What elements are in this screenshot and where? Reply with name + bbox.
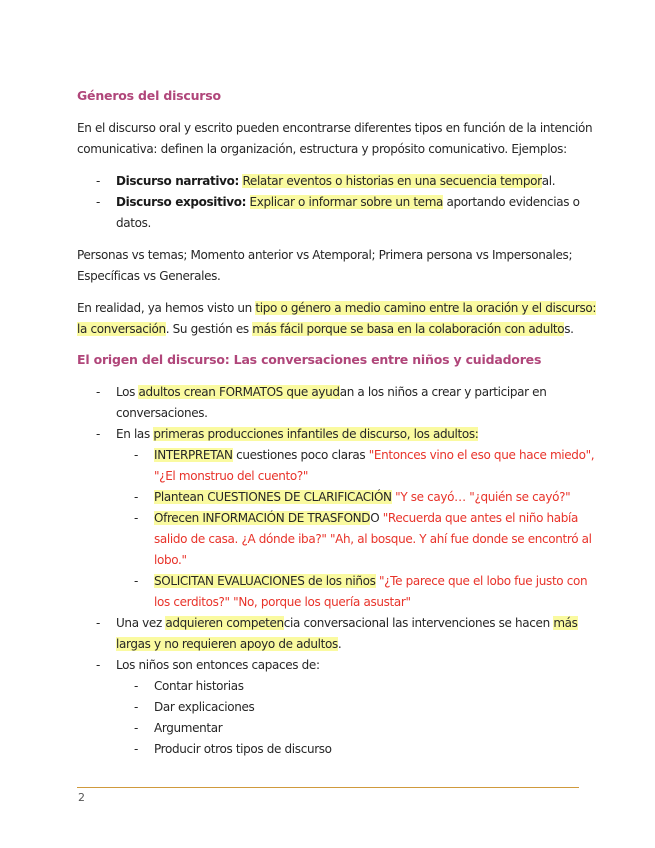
highlight: Ofrecen INFORMACIÓN DE TRASFOND <box>154 511 371 525</box>
quote-example: "Recuerda que antes el niño había <box>382 511 579 525</box>
text: al. <box>541 174 556 188</box>
highlight: Relatar eventos o historias en una secuencia tempor <box>242 174 542 188</box>
bullet-dash: - <box>96 616 101 630</box>
text: Los <box>116 385 139 399</box>
sub-item-evaluaciones <box>154 573 587 589</box>
text: . <box>337 637 342 651</box>
text: Una vez <box>116 616 166 630</box>
paragraph-comparison-line2: Específicas vs Generales. <box>77 269 221 283</box>
term-label: Discurso narrativo: <box>116 174 239 188</box>
quote-example: "Entonces vino el eso que hace miedo", <box>368 448 595 462</box>
quote-example: "Y se cayó… "¿quién se cayó?" <box>395 490 571 504</box>
sub-item-interpretan <box>154 447 594 463</box>
highlight: SOLICITAN EVALUACIONES de los niños <box>154 574 376 588</box>
text: an a los niños a crear y participar en <box>339 385 547 399</box>
page-number: 2 <box>78 791 85 804</box>
list-item-producciones <box>116 426 478 442</box>
skill-item: Contar historias <box>154 679 244 693</box>
highlight: Explicar o informar sobre un tema <box>249 195 444 209</box>
sub-item-interpretan-line2: "¿El monstruo del cuento?" <box>154 469 309 483</box>
highlight: Plantean CUESTIONES DE CLARIFICACIÓN <box>154 490 392 504</box>
text: s. <box>564 322 574 336</box>
sub-item-trasfondo-line3: lobo." <box>154 553 187 567</box>
sub-bullet-dash: - <box>134 700 139 714</box>
text: cia conversacional las intervenciones se hacen <box>283 616 554 630</box>
highlight: adultos crean FORMATOS que ayud <box>138 385 340 399</box>
list-item-formatos-line2: conversaciones. <box>116 406 208 420</box>
highlight: más fácil porque se basa en la colaboración con adulto <box>252 322 565 336</box>
skill-item: Dar explicaciones <box>154 700 255 714</box>
list-item-expositivo <box>116 194 580 210</box>
bullet-dash: - <box>96 174 101 188</box>
sub-item-trasfondo-line2: salido de casa. ¿A dónde iba?" "Ah, al bosque. Y ahí fue donde se encontró al <box>154 532 592 546</box>
sub-bullet-dash: - <box>134 742 139 756</box>
footer-rule <box>77 787 579 788</box>
text: En realidad, ya hemos visto un <box>77 301 256 315</box>
list-item-capaces: Los niños son entonces capaces de: <box>116 658 320 672</box>
highlight: adquieren competen <box>165 616 284 630</box>
sub-bullet-dash: - <box>134 490 139 504</box>
text: . Su gestión es <box>165 322 253 336</box>
sub-bullet-dash: - <box>134 448 139 462</box>
section-heading-origen: El origen del discurso: Las conversaciones entre niños y cuidadores <box>77 352 542 367</box>
section-heading-generos: Géneros del discurso <box>77 88 221 103</box>
sub-item-clarificacion <box>154 489 570 505</box>
skill-item: Producir otros tipos de discurso <box>154 742 332 756</box>
paragraph-realidad-line2 <box>77 321 574 337</box>
text: aportando evidencias o <box>443 195 580 209</box>
list-item-expositivo-line2: datos. <box>116 216 151 230</box>
text: cuestiones poco claras <box>232 448 369 462</box>
sub-item-evaluaciones-line2: los cerditos?" "No, porque los quería asustar" <box>154 595 411 609</box>
sub-bullet-dash: - <box>134 679 139 693</box>
highlight: tipo o género a medio camino entre la oración y el discurso: <box>255 301 597 315</box>
list-item-competencia <box>116 615 578 631</box>
sub-item-trasfondo <box>154 510 578 526</box>
highlight: la conversación <box>77 322 166 336</box>
highlight: más <box>553 616 578 630</box>
bullet-dash: - <box>96 195 101 209</box>
sub-bullet-dash: - <box>134 511 139 525</box>
sub-bullet-dash: - <box>134 574 139 588</box>
list-item-competencia-line2 <box>116 636 341 652</box>
text: En las <box>116 427 154 441</box>
highlight: INTERPRETAN <box>154 448 233 462</box>
list-item-narrativo <box>116 173 555 189</box>
paragraph-realidad-line1 <box>77 300 596 316</box>
paragraph-comparison-line1: Personas vs temas; Momento anterior vs Atemporal; Primera persona vs Impersonales; <box>77 248 573 262</box>
sub-bullet-dash: - <box>134 721 139 735</box>
highlight: largas y no requieren apoyo de adultos <box>116 637 338 651</box>
skill-item: Argumentar <box>154 721 223 735</box>
highlight: primeras producciones infantiles de discurso, los adultos: <box>153 427 479 441</box>
quote-example: "¿Te parece que el lobo fue justo con <box>378 574 588 588</box>
term-label: Discurso expositivo: <box>116 195 247 209</box>
list-item-formatos <box>116 384 546 400</box>
paragraph-intro-line1: En el discurso oral y escrito pueden encontrarse diferentes tipos en función de la intención <box>77 121 593 135</box>
bullet-dash: - <box>96 658 101 672</box>
bullet-dash: - <box>96 427 101 441</box>
bullet-dash: - <box>96 385 101 399</box>
paragraph-intro-line2: comunicativa: definen la organización, estructura y propósito comunicativo. Ejemplos: <box>77 142 567 156</box>
text: O <box>370 511 383 525</box>
